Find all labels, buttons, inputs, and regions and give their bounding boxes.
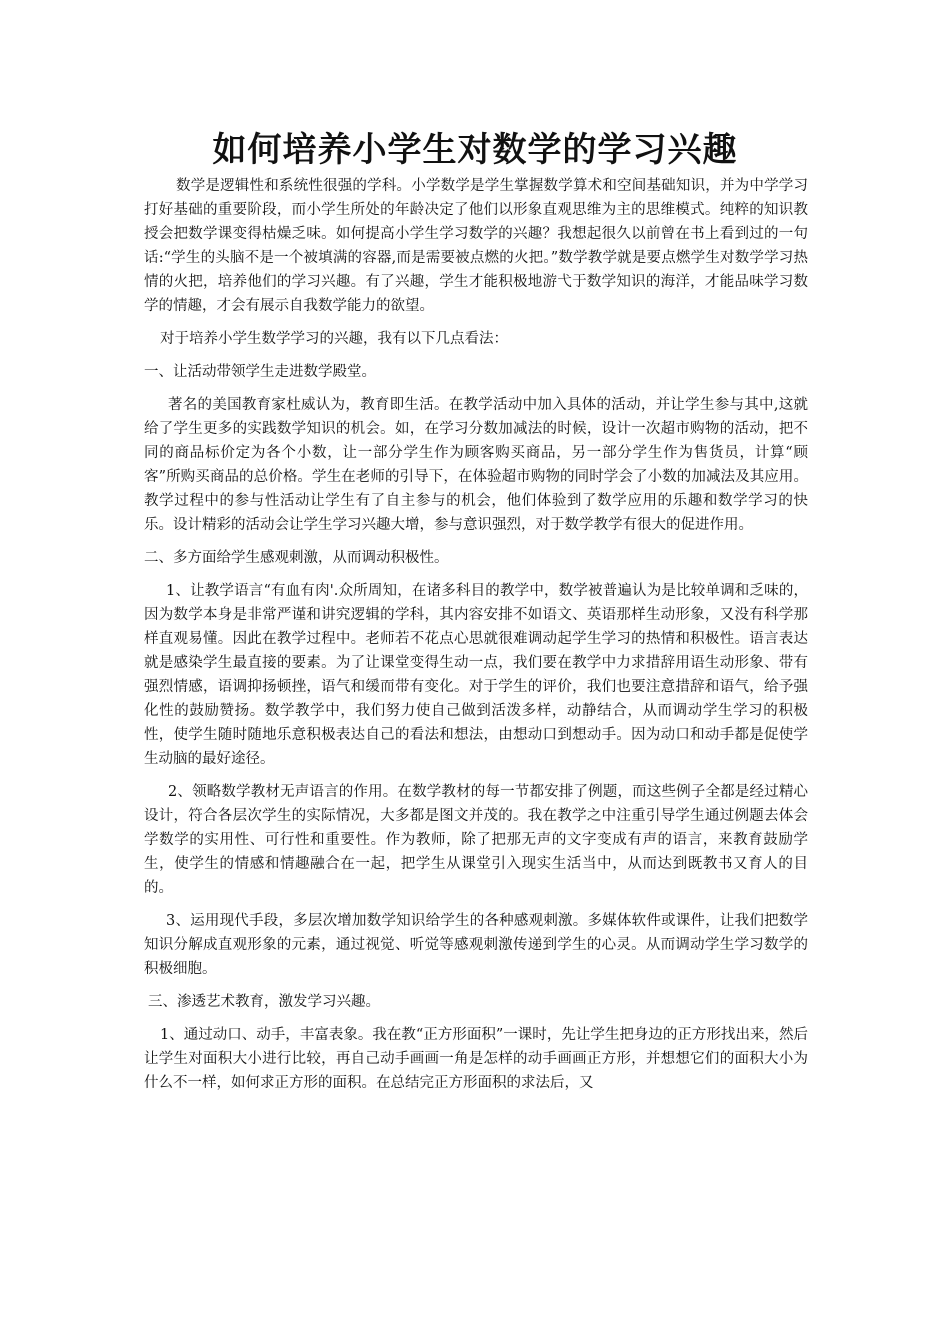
paragraph-gap bbox=[144, 537, 808, 546]
paragraph-overview: 对于培养小学生数学学习的兴趣，我有以下几点看法： bbox=[160, 331, 508, 347]
paragraph-point-2-3: 3、运用现代手段，多层次增加数学知识给学生的各种感观刺激。多媒体软件或课件，让我们把数学知识分解成直观形象的元素，通过视觉、听觉等感观刺激传递到学生的心灵。从而调动学生学习数学的积极细胞。 bbox=[144, 913, 808, 977]
paragraph-gap bbox=[144, 570, 808, 579]
paragraph-gap bbox=[144, 771, 808, 780]
paragraph-gap bbox=[144, 351, 808, 360]
section-heading-2: 二、多方面给学生感观刺激，从而调动积极性。 bbox=[144, 550, 449, 566]
paragraph-point-2-2: 2、领略数学教材无声语言的作用。在数学教材的每一节都安排了例题，而这些例子全都是经过精心设计，符合各层次学生的实际情况，大多都是图文并茂的。我在教学之中注重引导学生通过例题去体会学数学的实用性、可行性和重要性。作为教师，除了把那无声的文字变成有声的语言，来教育鼓励学生，使学生的情感和情趣融合在一起，把学生从课堂引入现实生活当中，从而达到既教书又育人的目的。 bbox=[144, 784, 808, 896]
paragraph-gap bbox=[144, 318, 808, 327]
paragraph-gap bbox=[144, 900, 808, 909]
paragraph-gap bbox=[144, 1014, 808, 1023]
paragraph-section-1: 著名的美国教育家杜威认为，教育即生活。在教学活动中加入具体的活动，并让学生参与其中,这就给了学生更多的实践数学知识的机会。如，在学习分数加减法的时候，设计一次超市购物的活动，把不同的商品标价定为各个小数，让一部分学生作为顾客购买商品，另一部分学生作为售货员，计算“顾客”所购买商品的总价格。学生在老师的引导下，在体验超市购物的同时学会了小数的加减法及其应用。教学过程中的参与性活动让学生有了自主参与的机会，他们体验到了数学应用的乐趣和数学学习的快乐。设计精彩的活动会让学生学习兴趣大增，参与意识强烈，对于数学教学有很大的促进作用。 bbox=[144, 397, 808, 533]
document-title: 如何培养小学生对数学的学习兴趣 bbox=[212, 130, 738, 170]
paragraph-point-2-1: 1、让教学语言“有血有肉'.众所周知，在诸多科目的教学中，数学被普遍认为是比较单调和乏味的，因为数学本身是非常严谨和讲究逻辑的学科，其内容安排不如语文、英语那样生动形象，又没有科学那样直观易懂。因此在教学过程中。老师若不花点心思就很难调动起学生学习的热情和积极性。语言表达就是感染学生最直接的要素。为了让课堂变得生动一点，我们要在教学中力求措辞用语生动形象、带有强烈情感，语调抑扬顿挫，语气和缓而带有变化。对于学生的评价，我们也要注意措辞和语气，给予强化性的鼓励赞扬。数学教学中，我们努力使自己做到活泼多样，动静结合，从而调动学生学习的积极性，使学生随时随地乐意积极表达自己的看法和想法，由想动口到想动手。因为动口和动手都是促使学生动脑的最好途径。 bbox=[144, 583, 808, 767]
paragraph-intro: 数学是逻辑性和系统性很强的学科。小学数学是学生掌握数学算术和空间基础知识，并为中学学习打好基础的重要阶段，而小学生所处的年龄决定了他们以形象直观思维为主的思维模式。纯粹的知识教授会把数学课变得枯燥乏味。如何提高小学生学习数学的兴趣？我想起很久以前曾在书上看到过的一句话:“学生的头脑不是一个被填满的容器,而是需要被点燃的火把。”数学教学就是要点燃学生对数学学习热情的火把，培养他们的学习兴趣。有了兴趣，学生才能积极地游弋于数学知识的海洋，才能品味学习数学的情趣，才会有展示自我数学能力的欲望。 bbox=[144, 178, 808, 314]
paragraph-gap bbox=[144, 981, 808, 990]
section-heading-1: 一、让活动带领学生走进数学殿堂。 bbox=[144, 364, 376, 380]
paragraph-gap bbox=[144, 384, 808, 393]
section-heading-3: 三、渗透艺术教育，激发学习兴趣。 bbox=[148, 994, 380, 1010]
document-body bbox=[144, 174, 808, 1095]
paragraph-point-3-1: 1、通过动口、动手，丰富表象。我在教“正方形面积”一课时，先让学生把身边的正方形找出来，然后让学生对面积大小进行比较，再自己动手画画一角是怎样的动手画画正方形，并想想它们的面积大小为什么不一样，如何求正方形的面积。在总结完正方形面积的求法后，又 bbox=[144, 1027, 808, 1091]
